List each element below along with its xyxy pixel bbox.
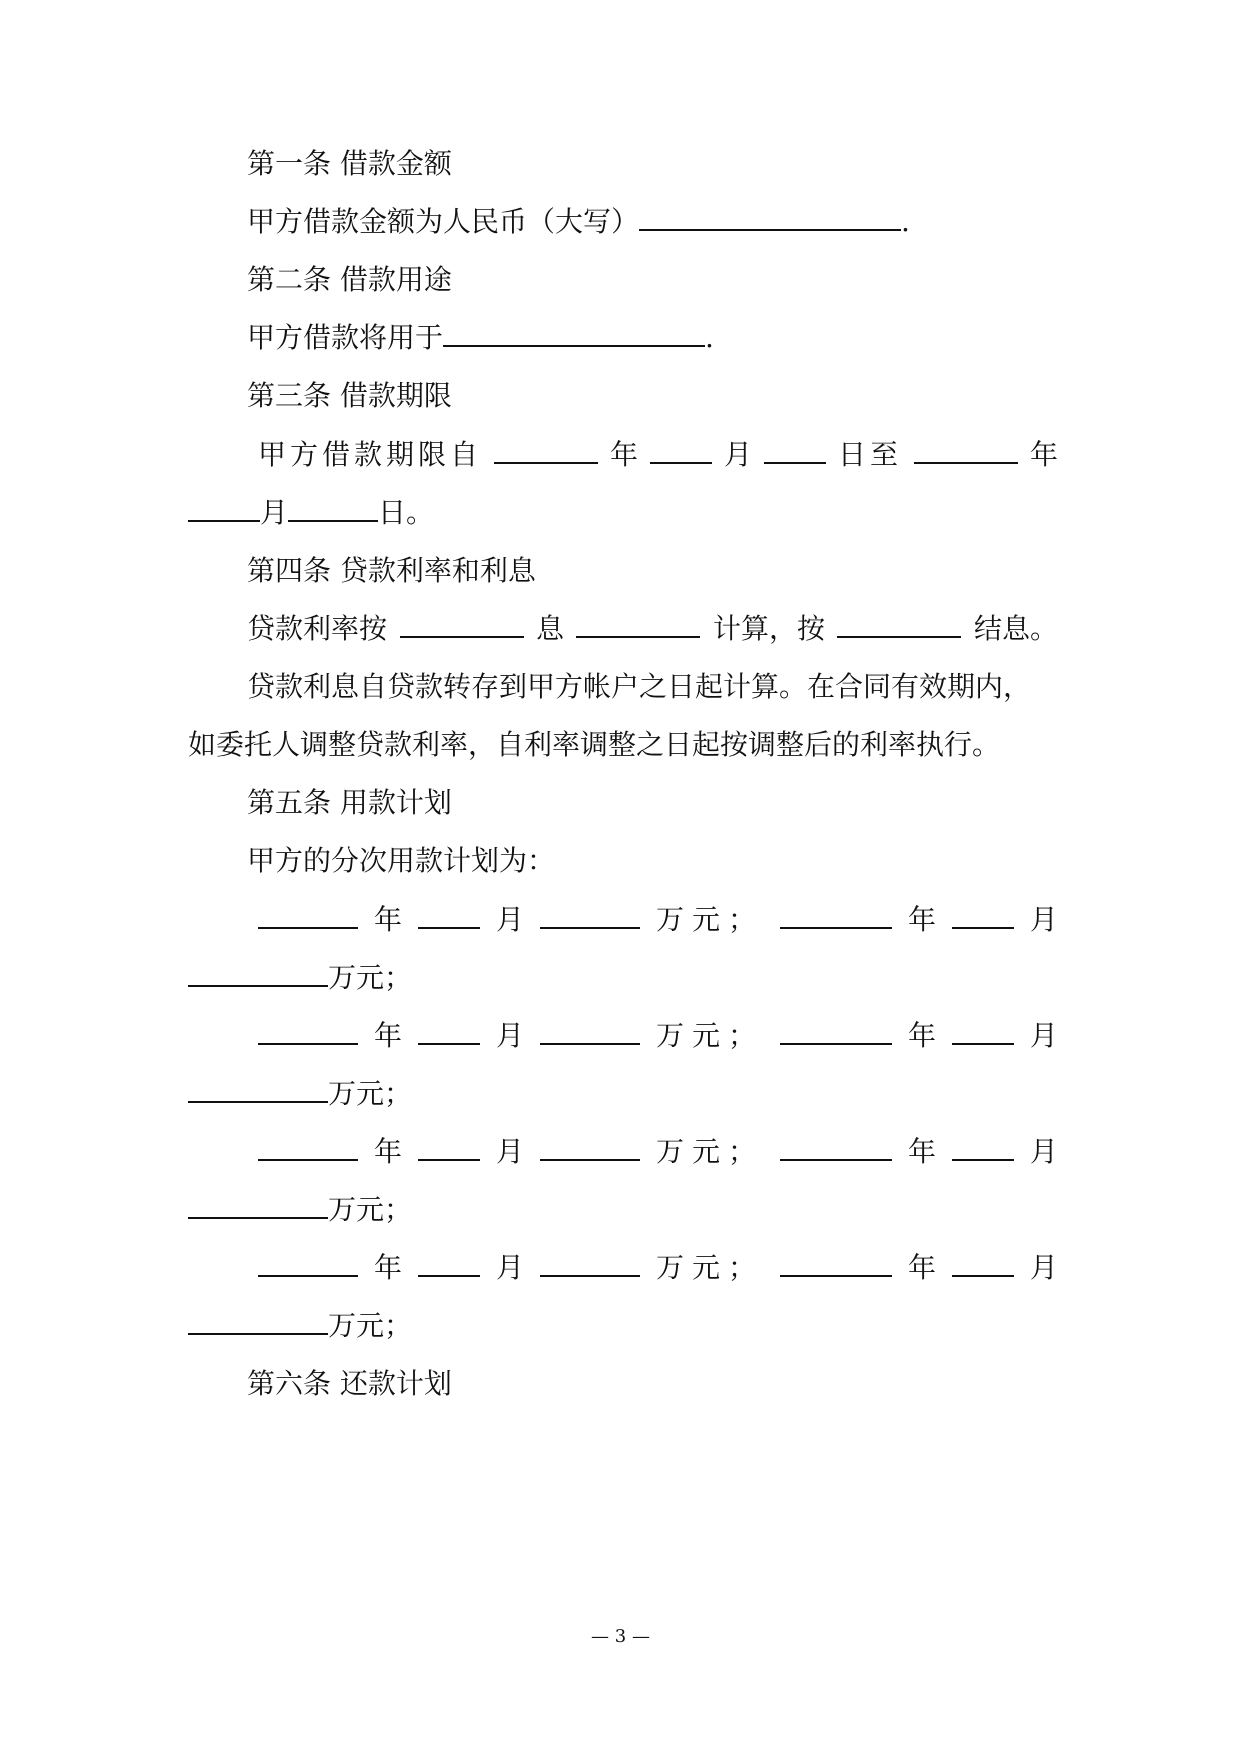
- plan2-year-label: 年: [373, 1019, 402, 1052]
- plan-row-4-cont: [188, 1302, 1058, 1350]
- plan3-amount-blank[interactable]: [540, 1133, 640, 1161]
- term-from-label: 甲方借款期限自: [258, 438, 483, 471]
- year-label: 年: [609, 438, 638, 471]
- plan-row-2: [258, 1012, 1058, 1060]
- plan1b-amount-blank[interactable]: [188, 959, 328, 987]
- rate-basis-blank[interactable]: [400, 610, 524, 638]
- month-label: 月: [723, 438, 752, 471]
- article3-heading: 第三条 借款期限: [247, 379, 452, 412]
- plan1b-year-blank[interactable]: [780, 901, 892, 929]
- article2-heading: 第二条 借款用途: [247, 263, 452, 296]
- article5-intro: 甲方的分次用款计划为：: [247, 844, 556, 877]
- plan2-month-label: 月: [495, 1019, 524, 1052]
- plan3b-month-label: 月: [1029, 1135, 1058, 1168]
- purpose-blank[interactable]: [443, 319, 705, 347]
- settle-period-blank[interactable]: [837, 610, 961, 638]
- plan1-month-label: 月: [495, 903, 524, 936]
- year2-label: 年: [1029, 438, 1058, 471]
- plan1b-wan-label: 万元；: [328, 961, 413, 994]
- plan-row-1-cont: [188, 954, 1058, 1002]
- start-month-blank[interactable]: [650, 436, 712, 464]
- plan4b-year-blank[interactable]: [780, 1249, 892, 1277]
- article4-p2-line2: 如委托人调整贷款利率，自利率调整之日起按调整后的利率执行。: [188, 728, 1001, 761]
- rate-value-blank[interactable]: [576, 610, 700, 638]
- plan3-year-label: 年: [373, 1135, 402, 1168]
- plan2b-month-blank[interactable]: [952, 1017, 1014, 1045]
- plan4-wan-label: 万元；: [655, 1251, 764, 1284]
- plan4b-amount-blank[interactable]: [188, 1307, 328, 1335]
- article1-end: .: [901, 205, 910, 238]
- plan2b-month-label: 月: [1029, 1019, 1058, 1052]
- end-day-blank[interactable]: [288, 494, 378, 522]
- article2-end: .: [705, 321, 714, 354]
- plan2b-wan-label: 万元；: [328, 1077, 413, 1110]
- article3-term-line2: [188, 489, 1058, 537]
- plan2-wan-label: 万元；: [655, 1019, 764, 1052]
- plan4-month-label: 月: [495, 1251, 524, 1284]
- plan3b-year-label: 年: [907, 1135, 936, 1168]
- plan4b-month-blank[interactable]: [952, 1249, 1014, 1277]
- end-month-blank[interactable]: [188, 494, 260, 522]
- article1-paragraph: [247, 198, 1117, 246]
- plan2b-amount-blank[interactable]: [188, 1075, 328, 1103]
- plan1-year-blank[interactable]: [258, 901, 358, 929]
- plan3b-month-blank[interactable]: [952, 1133, 1014, 1161]
- plan-row-1: [258, 896, 1058, 944]
- article3-term-line1: [258, 431, 1058, 479]
- settle-label: 结息。: [973, 612, 1058, 645]
- day-end-label: 日。: [378, 496, 435, 529]
- plan1-month-blank[interactable]: [418, 901, 480, 929]
- plan-row-2-cont: [188, 1070, 1058, 1118]
- article5-heading: 第五条 用款计划: [247, 786, 452, 819]
- plan4b-wan-label: 万元；: [328, 1309, 413, 1342]
- end-year-blank[interactable]: [914, 436, 1018, 464]
- plan-row-3-cont: [188, 1186, 1058, 1234]
- plan3b-amount-blank[interactable]: [188, 1191, 328, 1219]
- plan1b-year-label: 年: [907, 903, 936, 936]
- plan2-year-blank[interactable]: [258, 1017, 358, 1045]
- start-year-blank[interactable]: [494, 436, 598, 464]
- plan-row-4: [258, 1244, 1058, 1292]
- article6-heading: 第六条 还款计划: [247, 1367, 452, 1400]
- plan1-amount-blank[interactable]: [540, 901, 640, 929]
- plan1-wan-label: 万元；: [655, 903, 764, 936]
- plan4-month-blank[interactable]: [418, 1249, 480, 1277]
- rate-label: 贷款利率按: [247, 612, 388, 645]
- plan1b-month-blank[interactable]: [952, 901, 1014, 929]
- plan3-year-blank[interactable]: [258, 1133, 358, 1161]
- plan3-month-blank[interactable]: [418, 1133, 480, 1161]
- start-day-blank[interactable]: [764, 436, 826, 464]
- calc-label: 计算，按: [712, 612, 825, 645]
- page-number: — 3 —: [591, 1626, 650, 1647]
- amount-blank[interactable]: [639, 203, 901, 231]
- article4-rate-line: [247, 605, 1058, 653]
- day-to-label: 日至: [837, 438, 902, 471]
- plan2b-year-label: 年: [907, 1019, 936, 1052]
- plan4-year-blank[interactable]: [258, 1249, 358, 1277]
- plan4-amount-blank[interactable]: [540, 1249, 640, 1277]
- plan2b-year-blank[interactable]: [780, 1017, 892, 1045]
- plan2-amount-blank[interactable]: [540, 1017, 640, 1045]
- plan4-year-label: 年: [373, 1251, 402, 1284]
- plan1-year-label: 年: [373, 903, 402, 936]
- interest-label: 息: [535, 612, 564, 645]
- plan2-month-blank[interactable]: [418, 1017, 480, 1045]
- article2-text: 甲方借款将用于: [247, 321, 444, 354]
- plan3b-year-blank[interactable]: [780, 1133, 892, 1161]
- article4-heading: 第四条 贷款利率和利息: [247, 554, 536, 587]
- month2-label: 月: [260, 496, 289, 529]
- article1-text: 甲方借款金额为人民币（大写）: [247, 205, 640, 238]
- plan3-wan-label: 万元；: [655, 1135, 764, 1168]
- article4-p2-line1: 贷款利息自贷款转存到甲方帐户之日起计算。在合同有效期内，: [247, 670, 1032, 703]
- plan3b-wan-label: 万元；: [328, 1193, 413, 1226]
- plan3-month-label: 月: [495, 1135, 524, 1168]
- plan1b-month-label: 月: [1029, 903, 1058, 936]
- plan4b-month-label: 月: [1029, 1251, 1058, 1284]
- plan-row-3: [258, 1128, 1058, 1176]
- article2-paragraph: [247, 314, 1117, 362]
- article1-heading: 第一条 借款金额: [247, 147, 452, 180]
- plan4b-year-label: 年: [907, 1251, 936, 1284]
